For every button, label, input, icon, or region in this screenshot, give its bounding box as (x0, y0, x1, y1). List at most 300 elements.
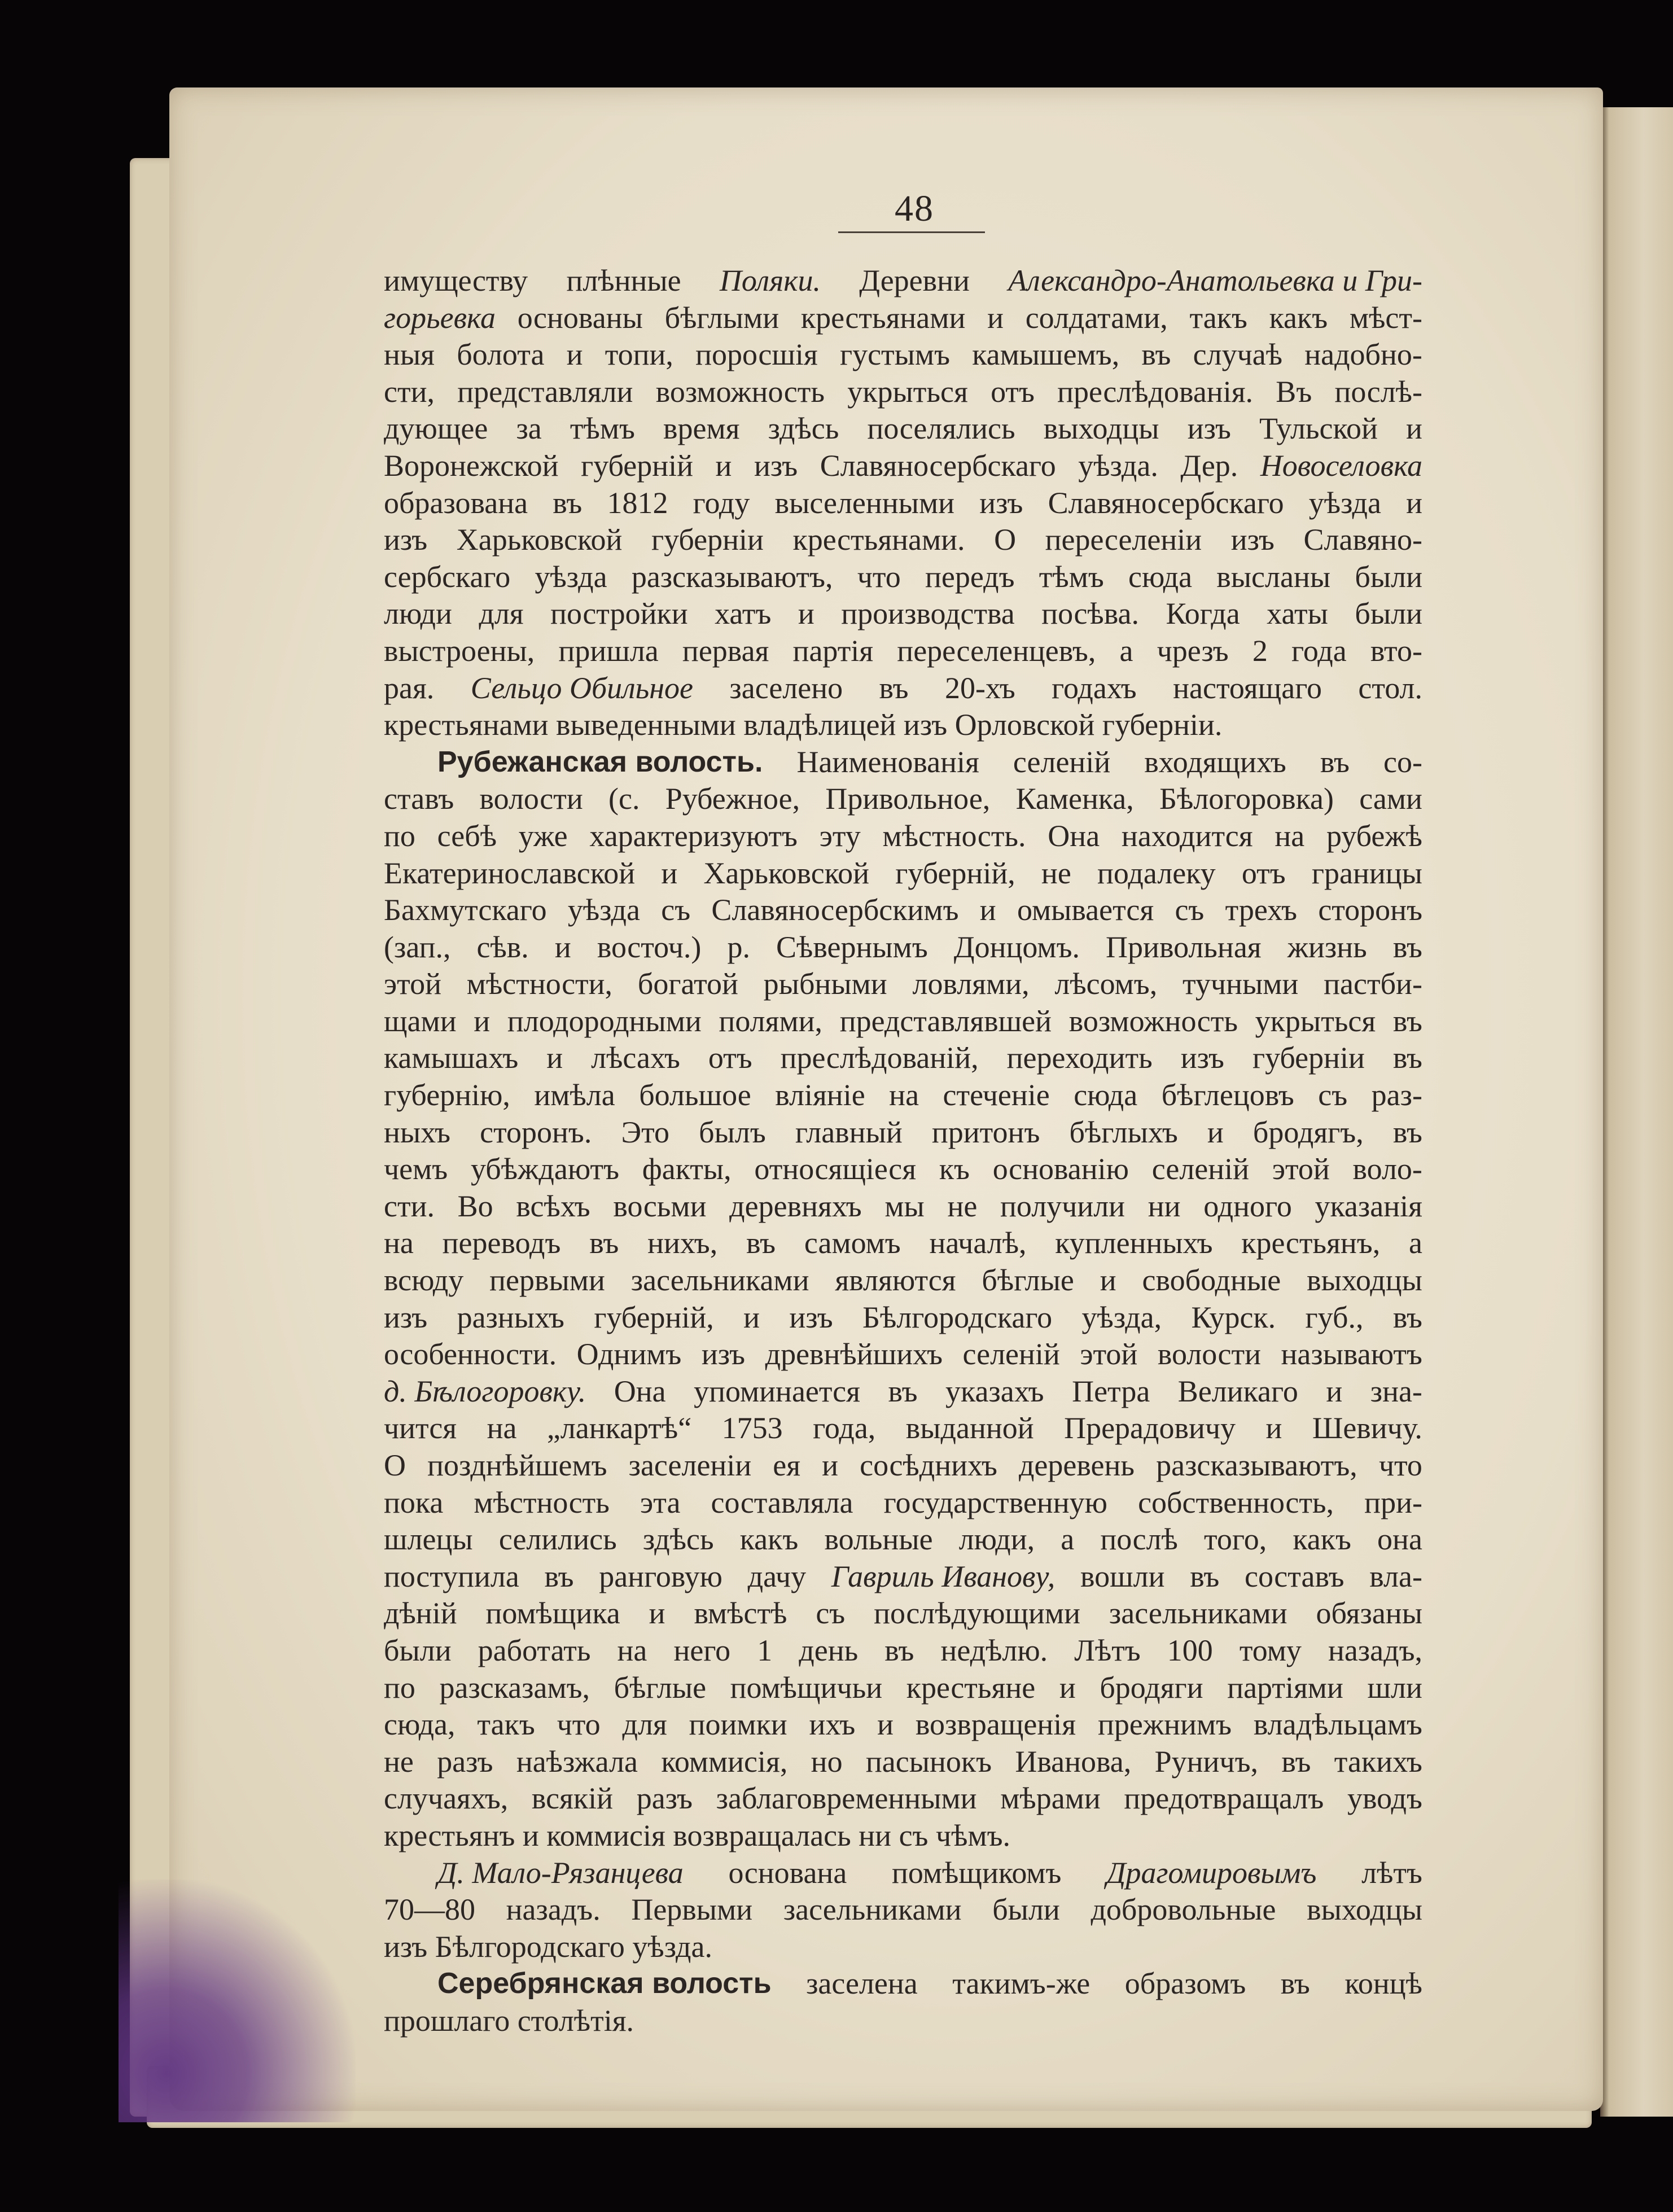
word: омывается (1017, 893, 1154, 927)
word: тучными (1183, 967, 1299, 1001)
word: образомъ (1124, 1966, 1246, 2001)
word: такъ (1189, 300, 1247, 335)
word: назадъ. (506, 1893, 601, 1927)
word: щами (384, 1004, 457, 1038)
word: году (693, 485, 750, 520)
word: Великаго (1177, 1374, 1298, 1408)
word: хаты (1267, 597, 1328, 631)
word: на (1275, 818, 1305, 853)
text-line (384, 1521, 1422, 1558)
text-segment: крестьянами выведенными владѣлицей изъ Орловской губерніи. (384, 708, 1223, 742)
word: эту (819, 818, 861, 853)
word: сосѣднихъ (860, 1448, 997, 1482)
word: древнѣйшихъ (765, 1337, 943, 1372)
word: высланы (1216, 559, 1331, 594)
word: (с. (608, 782, 640, 816)
word: послѣ (1100, 1522, 1178, 1557)
word: 70—80 (384, 1893, 475, 1927)
word: здѣсь (768, 411, 839, 446)
word: волости (479, 782, 583, 816)
word: чится (384, 1411, 457, 1446)
text-line (384, 300, 1422, 337)
word: относящіеся (754, 1152, 917, 1186)
word: при- (1364, 1485, 1422, 1519)
word: стеченіе (943, 1078, 1050, 1112)
word: Славяносербскаго (1048, 485, 1284, 520)
word: въ (1392, 1004, 1422, 1038)
text-line (384, 1632, 1422, 1670)
word: выходцы (1043, 411, 1159, 446)
text-line (384, 1151, 1422, 1188)
word: укрыться (847, 374, 968, 409)
word: поросшія (695, 338, 818, 372)
word: О (384, 1448, 406, 1482)
word: Курск. (1191, 1300, 1276, 1334)
word: камышахъ (384, 1041, 519, 1075)
word: она (1377, 1522, 1422, 1557)
word: солдатами, (1025, 300, 1168, 335)
word: губерній, (895, 856, 1015, 890)
word: люди, (958, 1522, 1035, 1557)
word: случаѣ (1193, 338, 1283, 372)
word: сами (1359, 782, 1422, 816)
word: помѣщикомъ (892, 1855, 1062, 1890)
word: вмѣстѣ (694, 1596, 787, 1631)
word: жизнь (1287, 930, 1367, 964)
word: на (617, 1633, 647, 1667)
text-segment: крестьянъ и коммисія возвращалась ни съ чѣмъ. (384, 1818, 1011, 1852)
word: изъ (754, 448, 798, 483)
word: по (384, 1670, 415, 1705)
word: особенности. (384, 1337, 557, 1372)
word: деревняхъ (729, 1189, 862, 1223)
word: чрезъ (1157, 633, 1229, 668)
word: настоящаго (1173, 671, 1322, 705)
word: со- (1383, 744, 1422, 779)
word: плѣнные (566, 264, 681, 297)
word: ныхъ (384, 1115, 451, 1149)
word: свободные (1142, 1263, 1281, 1298)
text-line (384, 448, 1422, 485)
word: дующее (384, 411, 488, 446)
italic-text: Драгомировымъ (1106, 1855, 1317, 1890)
text-line (384, 1744, 1422, 1781)
word: и (546, 1041, 563, 1075)
word: а (1119, 633, 1133, 668)
word: послѣдующими (874, 1596, 1080, 1631)
word: помѣщика (485, 1596, 620, 1631)
word: а (1408, 1226, 1422, 1260)
word: главный (795, 1115, 903, 1149)
word: въ (1392, 1041, 1422, 1075)
word: въ (746, 1226, 776, 1260)
word: болота (457, 338, 545, 372)
word: добровольные (1090, 1893, 1276, 1927)
word: сюда (1128, 559, 1193, 594)
text-line (384, 595, 1422, 633)
word: передъ (925, 559, 1015, 594)
word: въ (553, 485, 583, 520)
word: какъ (739, 1522, 799, 1557)
word: того, (1204, 1522, 1267, 1557)
bold-heading: Серебрянская волость (437, 1967, 772, 2000)
word: и (743, 1300, 760, 1334)
word: не (1041, 856, 1071, 890)
word: случаяхъ, (384, 1781, 509, 1816)
word: волости (1157, 1337, 1262, 1372)
word: шли (1367, 1670, 1422, 1705)
word: Иванова, (1015, 1744, 1132, 1779)
word: этой (1080, 1337, 1138, 1372)
text-line (384, 670, 1422, 707)
text-line (384, 485, 1422, 522)
word: изъ (1180, 1041, 1224, 1075)
word: выходцы (1307, 1263, 1422, 1298)
word: и (822, 1448, 839, 1482)
italic-text: Поляки. (719, 264, 821, 297)
word: представлявшей (839, 1004, 1052, 1038)
word: посѣва. (1041, 597, 1140, 631)
word: бродягъ, (1252, 1115, 1364, 1149)
word: разсказываютъ, (631, 559, 833, 594)
word: раз- (1371, 1078, 1422, 1112)
word: рубежѣ (1326, 818, 1422, 853)
word: Лѣтъ (1074, 1633, 1141, 1667)
word: основанію (992, 1152, 1129, 1186)
word: въ (1320, 744, 1350, 779)
word: и (554, 930, 571, 964)
word: началѣ, (929, 1226, 1027, 1260)
word: этой (1272, 1152, 1330, 1186)
word: губерніи (1252, 1041, 1365, 1075)
word: послѣ- (1334, 374, 1422, 409)
word: основаны (517, 300, 643, 335)
word: преслѣдованія. (1057, 374, 1254, 409)
word: лѣтъ (1361, 1855, 1422, 1890)
word: нихъ, (647, 1226, 718, 1260)
word: постройки (550, 597, 688, 631)
word: восточ.) (597, 930, 702, 964)
word: чемъ (384, 1152, 448, 1186)
word: Руничъ, (1154, 1744, 1259, 1779)
word: лѣсахъ (591, 1041, 680, 1075)
text-line (384, 1373, 1422, 1411)
text-line (384, 1114, 1422, 1151)
word: въ (879, 671, 909, 705)
word: позднѣйшемъ (427, 1448, 607, 1482)
word: мѣстности, (466, 967, 613, 1001)
word: выселенными (774, 485, 955, 520)
bold-heading: Рубежанская волость. (437, 745, 763, 778)
word: изъ (789, 1300, 833, 1334)
word: Однимъ (576, 1337, 682, 1372)
word: имуществу (384, 264, 528, 297)
word: работать (478, 1633, 591, 1667)
word: притонъ (931, 1115, 1040, 1149)
word: бѣглые (614, 1670, 707, 1705)
text-line (384, 410, 1422, 448)
word: мѣст- (1349, 300, 1422, 335)
word: уѣзда (535, 559, 607, 594)
word: вто- (1370, 633, 1422, 668)
word: владѣльцамъ (1253, 1707, 1422, 1742)
word: 100 (1167, 1633, 1213, 1667)
text-segment: прошлаго столѣтія. (384, 2003, 634, 2038)
word: рыбными (763, 967, 887, 1001)
word: уводъ (1347, 1781, 1422, 1816)
word: 1812 (607, 485, 668, 520)
word: Донцомъ. (953, 930, 1080, 964)
word: пасынокъ (865, 1744, 992, 1779)
word: дѣній (384, 1596, 457, 1631)
facing-page-edge (1600, 107, 1673, 2117)
header-rule (838, 231, 985, 233)
word: партія (792, 633, 874, 668)
word: возможность (655, 374, 825, 409)
text-line (384, 522, 1422, 559)
word: тѣмъ (1039, 559, 1104, 594)
word: подалеку (1097, 856, 1216, 890)
word: съ (661, 893, 691, 927)
word: Шевичу. (1312, 1411, 1422, 1446)
word: мѣстность (474, 1485, 610, 1519)
word: въ (888, 1374, 918, 1408)
word: шлецы (384, 1522, 473, 1557)
text-line (384, 1447, 1422, 1484)
word: называютъ (1281, 1337, 1422, 1372)
text-line (384, 1188, 1422, 1225)
word: разсказываютъ, (1156, 1448, 1357, 1482)
word: губ., (1305, 1300, 1364, 1334)
word: изъ (1230, 523, 1275, 557)
word: основана (728, 1855, 847, 1890)
text-line (384, 1225, 1422, 1262)
word: были (384, 1633, 452, 1667)
word: люди (384, 597, 452, 631)
word: Дер. (1180, 448, 1238, 483)
word: такимъ-же (952, 1966, 1090, 2001)
text-segment: изъ Бѣлгородскаго уѣзда. (384, 1929, 713, 1964)
word: губерній, (594, 1300, 714, 1334)
word: назадъ, (1328, 1633, 1422, 1667)
word: границы (1311, 856, 1422, 890)
word: отъ (708, 1041, 752, 1075)
word: переходить (1006, 1041, 1153, 1075)
word: Первыми (631, 1893, 753, 1927)
word: разсказамъ, (439, 1670, 590, 1705)
italic-text: горьевка (384, 300, 496, 335)
word: хатъ (715, 597, 772, 631)
word: что (857, 559, 901, 594)
word: дачу (747, 1559, 807, 1593)
word: года (1291, 633, 1347, 668)
word: Она (1048, 818, 1100, 853)
word: находится (1121, 818, 1253, 853)
word: бродяги (1100, 1670, 1203, 1705)
text-line (384, 1003, 1422, 1040)
word: изъ (979, 485, 1023, 520)
word: сти, (384, 374, 435, 409)
word: камышемъ, (972, 338, 1120, 372)
word: изъ (1187, 411, 1231, 446)
word: заселена (806, 1966, 918, 2001)
word: поселялись (867, 411, 1015, 446)
word: трехъ (1225, 893, 1298, 927)
text-line (384, 1929, 1422, 1966)
word: Славяно- (1303, 523, 1422, 557)
word: тому (1239, 1633, 1302, 1667)
word: мѣрами (1000, 1781, 1101, 1816)
word: полями, (719, 1004, 823, 1038)
word: богатой (637, 967, 738, 1001)
word: бѣглые (982, 1263, 1074, 1298)
word: преслѣдованій, (780, 1041, 979, 1075)
word: Рубежное, (665, 782, 800, 816)
text-line (384, 1706, 1422, 1744)
word: и (566, 338, 583, 372)
word: и (877, 1707, 894, 1742)
word: р. (727, 930, 750, 964)
word: ихъ (809, 1707, 856, 1742)
word: помѣщичьи (730, 1670, 883, 1705)
word: а (1061, 1522, 1075, 1557)
word: уже (518, 818, 568, 853)
word: крестьяне (906, 1670, 1036, 1705)
italic-text: д. Бѣлогоровку. (384, 1374, 586, 1408)
word: были (992, 1893, 1060, 1927)
word: мы (884, 1189, 925, 1223)
word: входящихъ (1144, 744, 1286, 779)
word: упоминается (694, 1374, 860, 1408)
word: рая. (384, 671, 435, 705)
word: зна- (1370, 1374, 1422, 1408)
word: Харьковской (456, 523, 623, 557)
word: коммисія, (661, 1744, 788, 1779)
word: Прерадовичу (1064, 1411, 1236, 1446)
text-line (384, 1484, 1422, 1522)
word: крестьянами (800, 300, 966, 335)
italic-text: Александро-Анатольевка и Гри- (1008, 264, 1422, 297)
word: самомъ (804, 1226, 901, 1260)
word: недѣлю. (940, 1633, 1048, 1667)
word: образована (384, 485, 528, 520)
word: въ (1392, 1115, 1422, 1149)
word: 1753 (721, 1411, 783, 1446)
word: для (622, 1707, 667, 1742)
word: густымъ (839, 338, 951, 372)
word: (зап., (384, 930, 451, 964)
word: и (987, 300, 1004, 335)
word: производства (841, 597, 1015, 631)
word: вла- (1369, 1559, 1422, 1593)
word: и (715, 448, 732, 483)
word: уѣзда (1308, 485, 1381, 520)
word: разъ (437, 1744, 493, 1779)
word: наѣзжала (516, 1744, 638, 1779)
word: Привольная (1106, 930, 1262, 964)
italic-text: Новоселовка (1260, 448, 1422, 483)
word: возможность (1068, 1004, 1238, 1038)
word: Екатеринославской (384, 856, 636, 890)
word: засельниками (783, 1893, 962, 1927)
word: селеній (962, 1337, 1060, 1372)
word: изъ (701, 1337, 746, 1372)
word: въ (1281, 1744, 1311, 1779)
word: Наименованія (796, 744, 979, 779)
word: день (799, 1633, 859, 1667)
word: Это (621, 1115, 669, 1149)
word: поимки (689, 1707, 787, 1742)
word: крестьянъ, (1241, 1226, 1381, 1260)
word: сти. (384, 1189, 435, 1223)
word: первыми (489, 1263, 605, 1298)
text-line (384, 2003, 1422, 2040)
word: укрыться (1255, 1004, 1376, 1038)
word: Бѣлгородскаго (862, 1300, 1053, 1334)
word: Деревни (859, 264, 970, 297)
word: сюда, (384, 1707, 456, 1742)
text-line (384, 1336, 1422, 1373)
word: селились (498, 1522, 617, 1557)
word: всякій (531, 1781, 614, 1816)
text-line (384, 1817, 1422, 1855)
word: возвращенія (915, 1707, 1076, 1742)
word: не (384, 1744, 414, 1779)
text-line (384, 262, 1422, 300)
word: ставъ (384, 782, 454, 816)
text-line (384, 1262, 1422, 1299)
word: здѣсь (642, 1522, 714, 1557)
word: и (661, 856, 678, 890)
word: представляли (457, 374, 633, 409)
word: сторонъ. (480, 1115, 592, 1149)
word: заблаговременными (716, 1781, 977, 1816)
word: мѣстность. (882, 818, 1026, 853)
word: такихъ (1334, 1744, 1422, 1779)
word: предотвращалъ (1124, 1781, 1324, 1816)
word: большое (639, 1078, 751, 1112)
text-line (384, 633, 1422, 670)
word: Бахмутскаго (384, 893, 547, 927)
word: „ланкартѣ“ (546, 1411, 692, 1446)
word: составъ (1244, 1559, 1344, 1593)
word: въ (1190, 1559, 1220, 1593)
word: былъ (699, 1115, 766, 1149)
text-line (384, 1077, 1422, 1114)
word: какъ (1269, 300, 1328, 335)
word: заселено (729, 671, 843, 705)
word: что (557, 1707, 601, 1742)
word: въ (1280, 1966, 1310, 2001)
word: вліяніе (775, 1078, 865, 1112)
word: за (516, 411, 542, 446)
word: изъ (384, 1300, 428, 1334)
word: являются (835, 1263, 956, 1298)
text-line (384, 1855, 1422, 1892)
word: съ (1175, 893, 1205, 927)
word: лѣсомъ, (1054, 967, 1158, 1001)
word: Харьковской (703, 856, 870, 890)
word: тѣмъ (570, 411, 635, 446)
word: бѣглецовъ (1161, 1078, 1294, 1112)
word: купленныхъ (1055, 1226, 1213, 1260)
word: Славяносербскаго (820, 448, 1056, 483)
word: этой (384, 967, 441, 1001)
word: для (479, 597, 524, 631)
text-line (384, 1410, 1422, 1447)
word: такъ (477, 1707, 535, 1742)
word: были (1355, 597, 1422, 631)
